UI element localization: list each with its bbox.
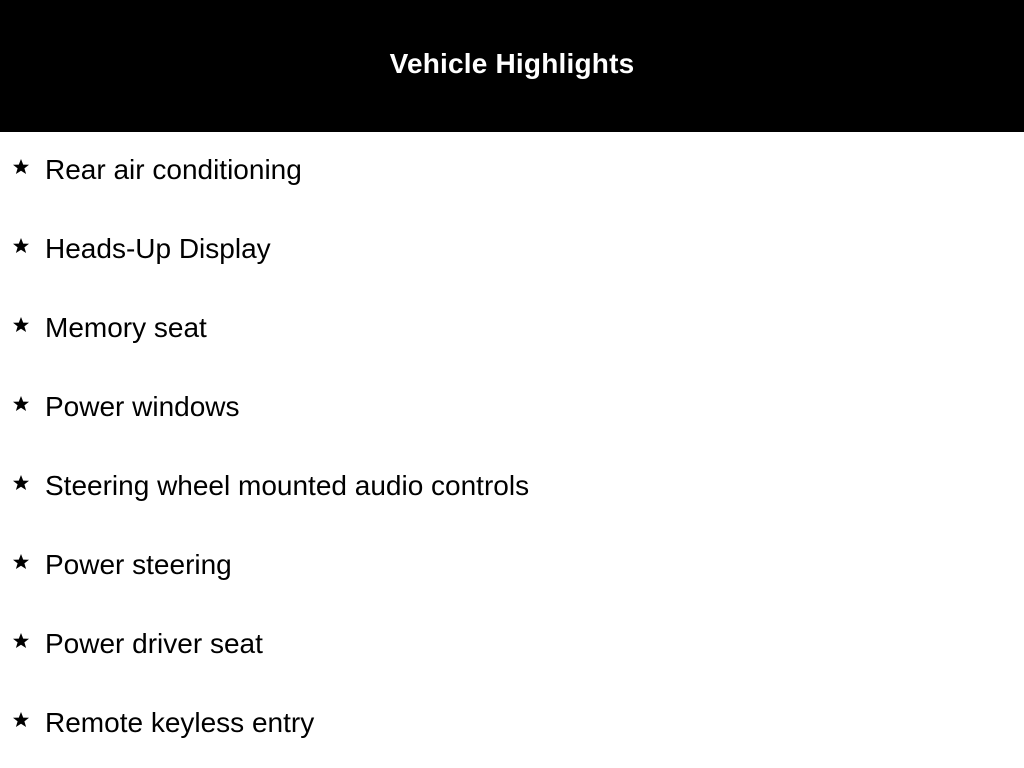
list-item [0, 685, 1024, 764]
list-item [0, 448, 1024, 527]
star-icon [11, 710, 31, 730]
highlight-label: Power windows [45, 391, 240, 422]
header-bar [0, 0, 1024, 132]
list-item [0, 369, 1024, 448]
highlight-label: Power steering [45, 549, 232, 580]
star-icon [11, 473, 31, 493]
star-icon [11, 631, 31, 651]
star-icon [11, 552, 31, 572]
highlights-list [0, 132, 1024, 764]
list-item [0, 606, 1024, 685]
star-icon [11, 315, 31, 335]
star-icon [11, 157, 31, 177]
list-item [0, 527, 1024, 606]
highlight-label: Steering wheel mounted audio controls [45, 470, 530, 501]
highlight-label: Remote keyless entry [45, 707, 315, 738]
highlight-label: Rear air conditioning [45, 154, 302, 185]
list-item [0, 211, 1024, 290]
list-item [0, 132, 1024, 211]
list-item [0, 290, 1024, 369]
star-icon [11, 394, 31, 414]
page-title: Vehicle Highlights [389, 48, 635, 79]
highlight-label: Power driver seat [45, 628, 263, 659]
highlight-label: Memory seat [45, 312, 207, 343]
highlight-label: Heads-Up Display [45, 233, 271, 264]
star-icon [11, 236, 31, 256]
